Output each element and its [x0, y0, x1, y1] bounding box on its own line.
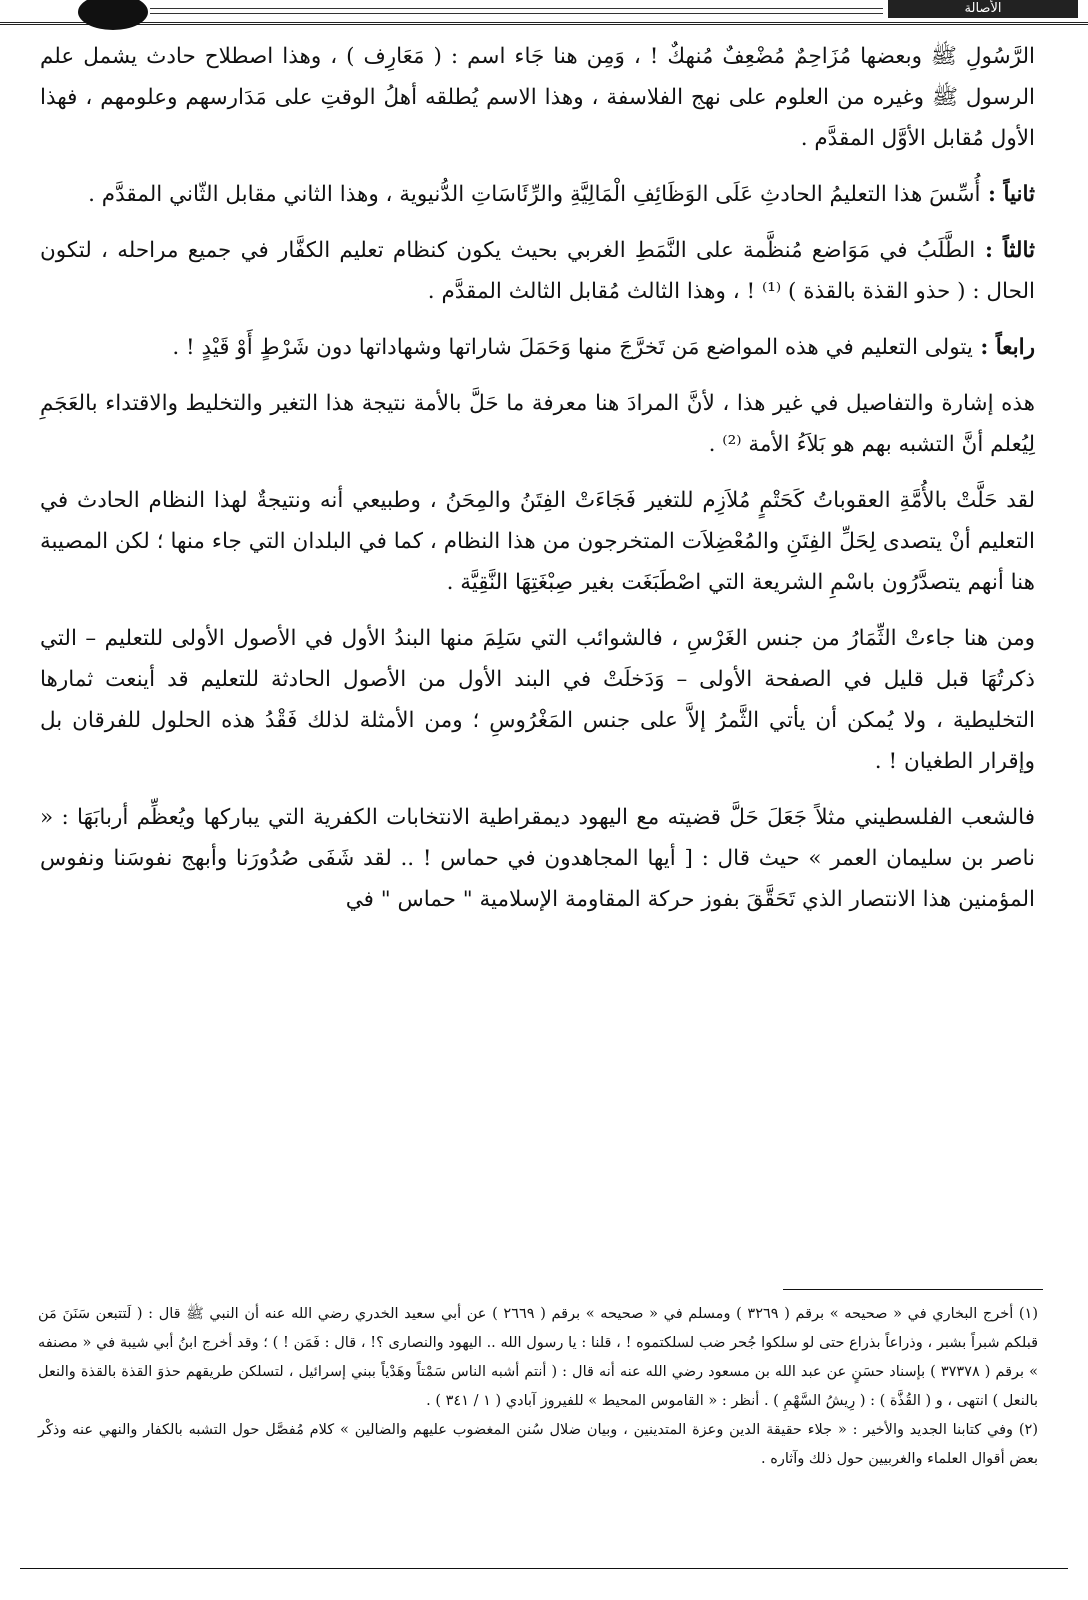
bottom-rule: [20, 1568, 1068, 1569]
paragraph: [40, 480, 1035, 603]
paragraph-lead: ثانياً :: [980, 182, 1035, 207]
paragraph: [40, 36, 1035, 159]
body-text: [40, 36, 1035, 935]
paragraph-lead: ثالثاً :: [975, 238, 1035, 263]
paragraph: [40, 174, 1035, 215]
paragraph-text: أُسِّسَ هذا التعليمُ الحادثِ عَلَى الوَظَائِفِ الْمَالِيَّةِ والرِّئَاسَاتِ الدُّنيوية ، وهذا الثاني مقابل الثّاني المقدَّم .: [88, 182, 981, 207]
paragraph: [40, 618, 1035, 782]
paragraph: [40, 797, 1035, 920]
running-header: [0, 0, 1088, 25]
paragraph-text: يتولى التعليم في هذه المواضع مَن تَخرَّجَ منها وَحَمَلَ شاراتها وشهاداتها دون شَرْطٍ أَوْ قَيْدٍ ! .: [172, 335, 973, 360]
paragraph-text: لقد حَلَّتْ بالأُمَّةِ العقوباتُ كَحَتْمٍ مُلاَزِم للتغير فَجَاءَتْ الفِتَنُ والمِحَنُ ، وطبيعي أنه ونتيجةٌ لهذا النظام الحادث في التعليم أنْ يتصدى لِحَلِّ الفِتَنِ والمُعْضِلاَت المتخرجون من هذا النظام ، كما في البلدان التي جاء منها ؛ لكن المصيبة هنا أنهم يتصدَّرُون باسْمِ الشريعة التي اصْطَبَغَت بغير صِبْغَتِهَا النَّقِيَّة .: [40, 488, 1035, 595]
paragraph-text: هذه إشارة والتفاصيل في غير هذا ، لأنَّ المرادَ هنا معرفة ما حَلَّ بالأمة نتيجة هذا التغير والتخليط والاقتداء بالعَجَمِ لِيُعلم أنَّ التشبه بهم هو بَلاَءُ الأمة ⁽²⁾ .: [40, 391, 1035, 457]
footnote: (٢) وفي كتابنا الجديد والأخير : « جلاء حقيقة الدين وعزة المتدينين ، وبيان ضلال سُنن المغضوب عليهم والضالين » كلام مُفصَّل حول التشبه بالكفار والنهي عنه وذكْر بعض أقوال العلماء والغربيين حول ذلك وآثاره .: [38, 1422, 1038, 1467]
paragraph-text: فالشعب الفلسطيني مثلاً جَعَلَ حَلَّ قضيته مع اليهود ديمقراطية الانتخابات الكفرية التي يباركها ويُعظِّم أربابَهَا : « ناصر بن سليمان العمر » حيث قال : [ أيها المجاهدون في حماس ! .. لقد شَفَى صُدُورَنا وأبهج نفوسَنا ونفوس المؤمنين هذا الانتصار الذي تَحَقَّقَ بفوز حركة المقاومة الإسلامية " حماس " في: [40, 805, 1035, 912]
paragraph: [40, 383, 1035, 465]
paragraph: [40, 327, 1035, 368]
header-rule: [150, 8, 883, 14]
footnote-separator: [783, 1289, 1043, 1290]
paragraph-text: الرَّسُولِ ﷺ وبعضها مُزَاحِمٌ مُضْعِفٌ مُنهكٌ ! ، وَمِن هنا جَاء اسم : ( مَعَارِف ) ، وهذا اصطلاح حادث يشمل علم الرسول ﷺ وغيره من العلوم على نهج الفلاسفة ، وهذا الاسم يُطلقه أهلُ الوقتِ على مَدَارسهم وعلومهم ، فهذا الأول مُقابل الأوَّل المقدَّم .: [40, 44, 1035, 151]
paragraph: [40, 230, 1035, 312]
page-number-oval: [78, 0, 148, 30]
header-title: الأصالة: [888, 0, 1078, 18]
paragraph-lead: رابعاً :: [972, 335, 1035, 360]
footnotes: [38, 1300, 1038, 1474]
footnote: (١) أخرج البخاري في « صحيحه » برقم ( ٣٢٦٩ ) ومسلم في « صحيحه » برقم ( ٢٦٦٩ ) عن أبي سعيد الخدري رضي الله عنه أن النبي ﷺ قال : ( لَتتبعن سَنَنَ مَن قبلكم شبراً بشبر ، وذراعاً بذراع حتى لو سلكوا جُحر ضب لسلكتموه ! ، قلنا : يا رسول الله .. اليهود والنصارى ؟! ، قال : فَمَن ! ) ؛ وقد أخرج ابنُ أبي شيبة في « مصنفه » برقم ( ٣٧٣٧٨ ) بإسناد حسَنٍ عن عبد الله بن مسعود رضي الله عنه أنه قال : ( أنتم أشبه الناس سَمْتاً وهَدْياً ببني إسرائيل ، لتسلكن طريقهم حذوَ القذة بالقذة والنعل بالنعل ) انتهى ، و ( القُذَّة ) : ( رِيشُ السَّهْمِ ) . أنظر : « القاموس المحيط » للفيروز آبادي ( ١ / ٣٤١ ) .: [38, 1306, 1038, 1409]
paragraph-text: الطَّلَبُ في مَوَاضع مُنظَّمة على النَّمَطِ الغربي بحيث يكون كنظام تعليم الكفَّار في جميع مراحله ، لتكون الحال : ( حذو القذة بالقذة ) ⁽¹⁾ ! ، وهذا الثالث مُقابل الثالث المقدَّم .: [40, 238, 1035, 304]
paragraph-text: ومن هنا جاءتْ الثِّمَارُ من جنس الغَرْسِ ، فالشوائب التي سَلِمَ منها البندُ الأول في الأصول الأولى للتعليم – التي ذكرتُهَا قبل قليل في الصفحة الأولى – وَدَخلَتْ في البند الأول من الأصول الحادثة للتعليم قد أينعت ثمارها التخليطية ، ولا يُمكن أن يأتي الثَّمرُ إلاَّ على جنس المَغْرُوسِ ؛ ومن الأمثلة لذلك فَقْدُ هذه الحلول للفرقان بل وإقرار الطغيان ! .: [40, 626, 1035, 774]
